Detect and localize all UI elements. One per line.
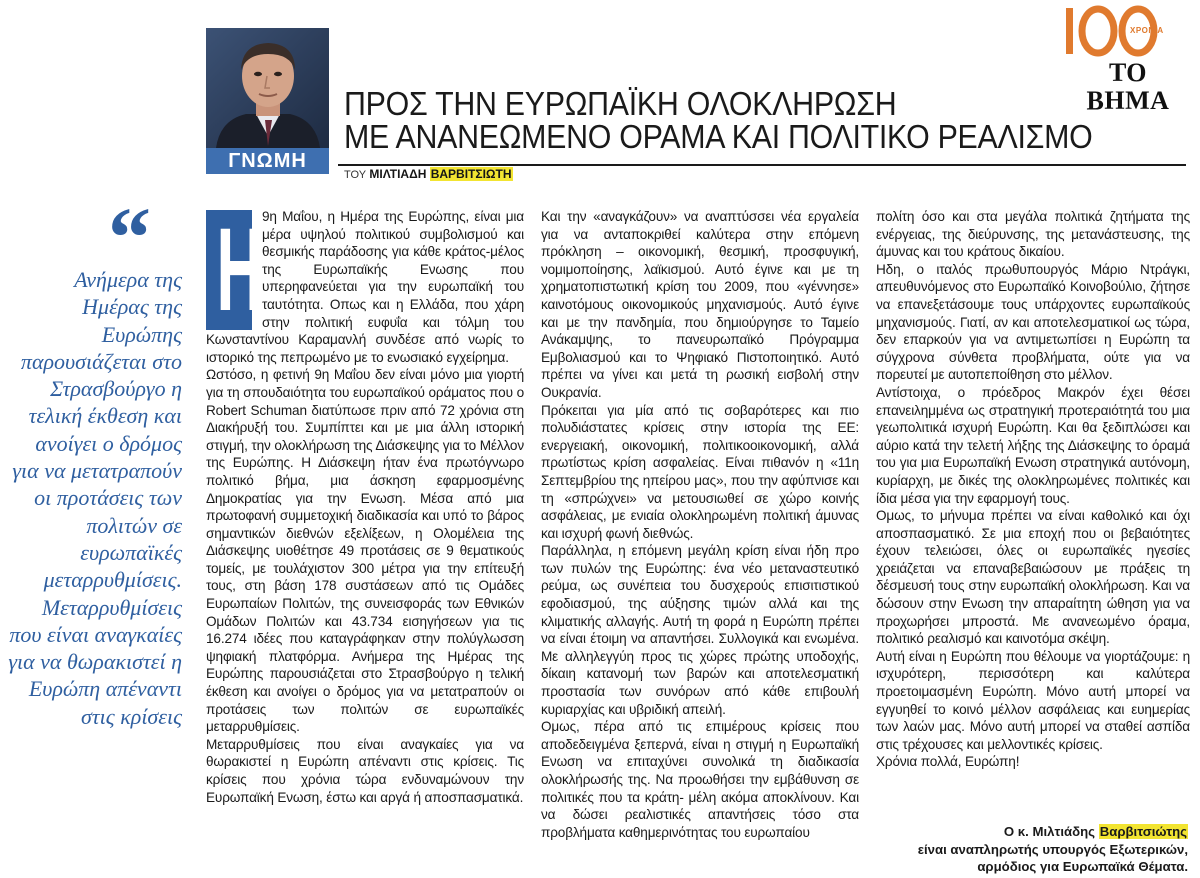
article-title-line-2: ΜΕ ΑΝΑΝΕΩΜΕΝΟ ΟΡΑΜΑ ΚΑΙ ΠΟΛΙΤΙΚΟ ΡΕΑΛΙΣΜΟ <box>344 118 1093 155</box>
paragraph: Ομως, πέρα από τις επιμέρους κρίσεις που αποδεδειγμένα ξεπερνά, είναι η στιγμή η Ευρωπαϊκή Ενωση να επιταχύνει συνολικά τη διαδικασία ολοκλήρωσής της. Να προωθήσει την εμβάθυνση σε πολιτικές που τα κράτη- μέλη ακόμα αποκλίνουν. Και να δώσει ρεαλιστικές απαντήσεις τόσο στα προβλήματα καθημερινότητας του ευρωπαίου <box>541 719 859 840</box>
paragraph: 9η Μαΐου, η Ημέρα της Ευρώπης, είναι μια μέρα υψηλού πολιτικού συμβολισμού και θεσμικής παράδοσης για κάθε κράτος-μέλος της Ευρωπαϊκής Ενωσης που υπερηφανεύεται για την ευρωπαϊκή του ταυτότητα. Οπως και η Ελλάδα, που χάρη στην πολιτική ευφυΐα και τόλμη του Κωνσταντίνου Καραμανλή συνδέσε από νωρίς το ιστορικό της πεπρωμένο με το ενωσιακό εγχείρημα. <box>206 209 524 365</box>
paragraph: πολίτη όσο και στα μεγάλα πολιτικά ζητήματα της ενέργειας, της διεύρυνσης, της μετανάστευσης, της άμυνας και του κράτους δικαίου. <box>876 209 1190 260</box>
author-note <box>876 823 1188 876</box>
author-photo <box>206 28 329 148</box>
article-column-1 <box>206 204 524 806</box>
article-column-2 <box>541 208 859 841</box>
paragraph: Αντίστοιχα, ο πρόεδρος Μακρόν έχει θέσει επανειλημμένα ως στρατηγική προτεραιότητά του μια γεωπολιτικά ισχυρή Ευρώπη. Και θα ξεδιπλώσει και αύριο κατά την τελετή λήξης της Διάσκεψης το όραμά του για μια Ευρωπαϊκή Ενωση στρατηγικά αυτόνομη, κυρίαρχη, με δικές της ολοκληρωμένες πολιτικές και ίδια μέσα για την εφαρμογή τους. <box>876 384 1190 506</box>
pull-quote: Ανήμερα της Ημέρας της Ευρώπης παρουσιάζεται στο Στρασβούργο η τελική έκθεση και ανοίγει ο δρόμος για να μετατραπούν οι προτάσεις των πολιτών σε ευρωπαϊκές μεταρρυθμίσεις. Μεταρρυθμίσεις που είναι αναγκαίες για να θωρακιστεί η Ευρώπη απέναντι στις κρίσεις <box>8 267 182 729</box>
paragraph: Πρόκειται για μία από τις σοβαρότερες και πιο πολυδιάστατες κρίσεις στην ιστορία της ΕΕ: ενεργειακή, οικονομική, πολιτικοοικονομική, αλλά πρωτίστως κρίση ασφαλείας. Είναι πιθανόν η «11η Σεπτεμβρίου της ηπείρου μας», που την αφύπνισε και τη «σπρώχνει» να μετουσιωθεί σε χώρο κοινής ασφάλειας, με ενιαία ολοκληρωμένη πολιτική άμυνας και ισχυρή φωνή διεθνώς. <box>541 402 859 541</box>
article-column-3 <box>876 208 1190 771</box>
author-note-role-1: είναι αναπληρωτής υπουργός Εξωτερικών, <box>917 841 1188 857</box>
paragraph: Αυτή είναι η Ευρώπη που θέλουμε να γιορτάζουμε: η ισχυρότερη, περισσότερη και καλύτερα προετοιμασμένη Ευρώπη. Μόνο αυτή μπορεί να εγγυηθεί το κοινό μέλλον ασφάλειας και ευημερίας των λαών μας. Μόνο αυτή μπορεί να σταθεί ασπίδα στις τρέχουσες και μελλοντικές κρίσεις. <box>876 648 1190 752</box>
article-title-line-1: ΠΡΟΣ ΤΗΝ ΕΥΡΩΠΑΪΚΗ ΟΛΟΚΛΗΡΩΣΗ <box>344 85 897 122</box>
paragraph: Ωστόσο, η φετινή 9η Μαΐου δεν είναι μόνο μια γιορτή για τη σπουδαιότητα του ευρωπαϊκού οράματος που ο Robert Schuman διατύπωσε πριν από 72 χρόνια στη Διακήρυξή του. Συμπίπτει και με μια άλλη ιστορική στιγμή, την ολοκλήρωση της Διάσκεψης για το Μέλλον της Ευρώπης. Η Διάσκεψη ήταν ένα πρωτόγνωρο πολιτικό βήμα, μια άσκηση εφαρμοσμένης Δημοκρατίας για την Ενωση. Μέσα από μια πρωτοφανή συμμετοχική διαδικασία και υπό το βάρος σημαντικών διεθνών εξελίξεων, η Ολομέλεια της Διάσκεψης υιοθέτησε 49 προτάσεις σε 9 θεματικούς τομείς, με τουλάχιστον 300 μέτρα για την επίτευξή τους, στη βάση 178 συστάσεων από τις Ομάδες Ευρωπαίων Πολιτών, της συνεισφοράς των Εθνικών Ομάδων Πολιτών και 43.734 εισηγήσεων για τις 16.274 ιδέες που καταγράφηκαν στην πολύγλωσση ψηφιακή πλατφόρμα. Ανήμερα της Ημέρας της Ευρώπης παρουσιάζεται στο Στρασβούργο η τελική έκθεση και ανοίγει ο δρόμος για να μετατραπούν οι προτάσεις των πολιτών σε ευρωπαϊκές μεταρρυθμίσεις. <box>206 367 524 735</box>
author-portrait-image <box>206 28 329 148</box>
author-note-prefix: Ο κ. Μιλτιάδης <box>1003 824 1096 839</box>
byline-prefix: ΤΟΥ <box>344 169 367 181</box>
paragraph: Ηδη, ο ιταλός πρωθυπουργός Μάριο Ντράγκι, απευθυνόμενος στο Ευρωπαϊκό Κοινοβούλιο, ζήτησε να επανεξετάσουμε τους υπάρχοντες ευρωπαϊκούς μηχανισμούς. Γιατί, αν και αποτελεσματικοί ως τώρα, δεν επαρκούν για να αντιμετωπίσει η Ευρώπη τα σύγχρονα σύνθετα προβλήματα, ούτε για να πορευτεί με αυτοπεποίθηση στο μέλλον. <box>876 261 1190 383</box>
paragraph: Ομως, το μήνυμα πρέπει να είναι καθολικό και όχι αποσπασματικό. Σε μια εποχή που οι βεβαιότητες έχουν τελειώσει, όλες οι ευρωπαϊκές ηγεσίες χρειάζεται να επαναβεβαιώσουν με πράξεις τη δέσμευσή τους στην ευρωπαϊκή ολοκλήρωση. Και να δώσουν στην Ενωση την απαραίτητη ώθηση για να προχωρήσει μπροστά. Με ανανεωμένο όραμα, πολιτικό ρεαλισμό και καινοτόμα σκέψη. <box>876 508 1190 647</box>
newspaper-name: ΤΟ ΒΗΜΑ <box>1086 58 1170 115</box>
paragraph: Και την «αναγκάζουν» να αναπτύσσει νέα εργαλεία για να ανταποκριθεί καλύτερα στην επόμενη πρόκληση – οικονομική, θεσμική, προσφυγική, νομιμοποίησης, λαϊκισμού. Αυτό έγινε και με τη χρηματοπιστωτική κρίση του 2009, που «γέννησε» καινοτόμους οικονομικούς μηχανισμούς. Αυτό έγινε και με την πανδημία, που δημιούργησε το Ταμείο Ανάκαμψης, το πανευρωπαϊκό Πρόγραμμα Εμβολιασμού και το Ψηφιακό Πιστοποιητικό. Αυτό πρέπει να γίνει και μετά τη ρωσική εισβολή στην Ουκρανία. <box>541 209 859 400</box>
paragraph: Παράλληλα, η επόμενη μεγάλη κρίση είναι ήδη προ των πυλών της Ευρώπης: ένα νέο μεταναστευτικό ρεύμα, ως συνέπεια του δυσχερούς επισιτιστικού εφοδιασμού, της αύξησης τιμών αλλά και της κλιματικής αλλαγής. Αυτή τη φορά η Ευρώπη πρέπει να είναι έτοιμη να απαντήσει. Συλλογικά και ενωμένα. Με αλληλεγγύη προς τις χώρες πρώτης υποδοχής, δίκαιη κατανομή των βαρών και αποτελεσματική προστασία των συνόρων από κάθε επιβουλή κυριαρχίας και υβριδική απειλή. <box>541 543 859 717</box>
author-note-surname: Βαρβιτσιώτης <box>1099 824 1187 839</box>
logo-subtitle: ΧΡΟΝΙΑ <box>1130 26 1164 35</box>
byline-surname: ΒΑΡΒΙΤΣΙΩΤΗ <box>430 167 512 181</box>
paragraph: Μεταρρυθμίσεις που είναι αναγκαίες για να θωρακιστεί η Ευρώπη απέναντι στις κρίσεις. Τις κρίσεις που χρόνια τώρα ενδυναμώνουν την Ευρωπαϊκή Ενωση, έστω και αργά ή αποσπασματικά. <box>206 736 524 805</box>
drop-cap: Η <box>206 210 252 330</box>
author-note-role-2: αρμόδιος για Ευρωπαϊκά Θέματα. <box>977 859 1188 874</box>
byline <box>344 167 513 181</box>
paragraph: Χρόνια πολλά, Ευρώπη! <box>876 754 1020 770</box>
section-label: ΓΝΩΜΗ <box>228 150 307 172</box>
title-rule <box>338 164 1186 166</box>
quote-mark-icon: “ <box>108 189 151 285</box>
byline-first-name: ΜΙΛΤΙΑΔΗ <box>369 167 427 181</box>
